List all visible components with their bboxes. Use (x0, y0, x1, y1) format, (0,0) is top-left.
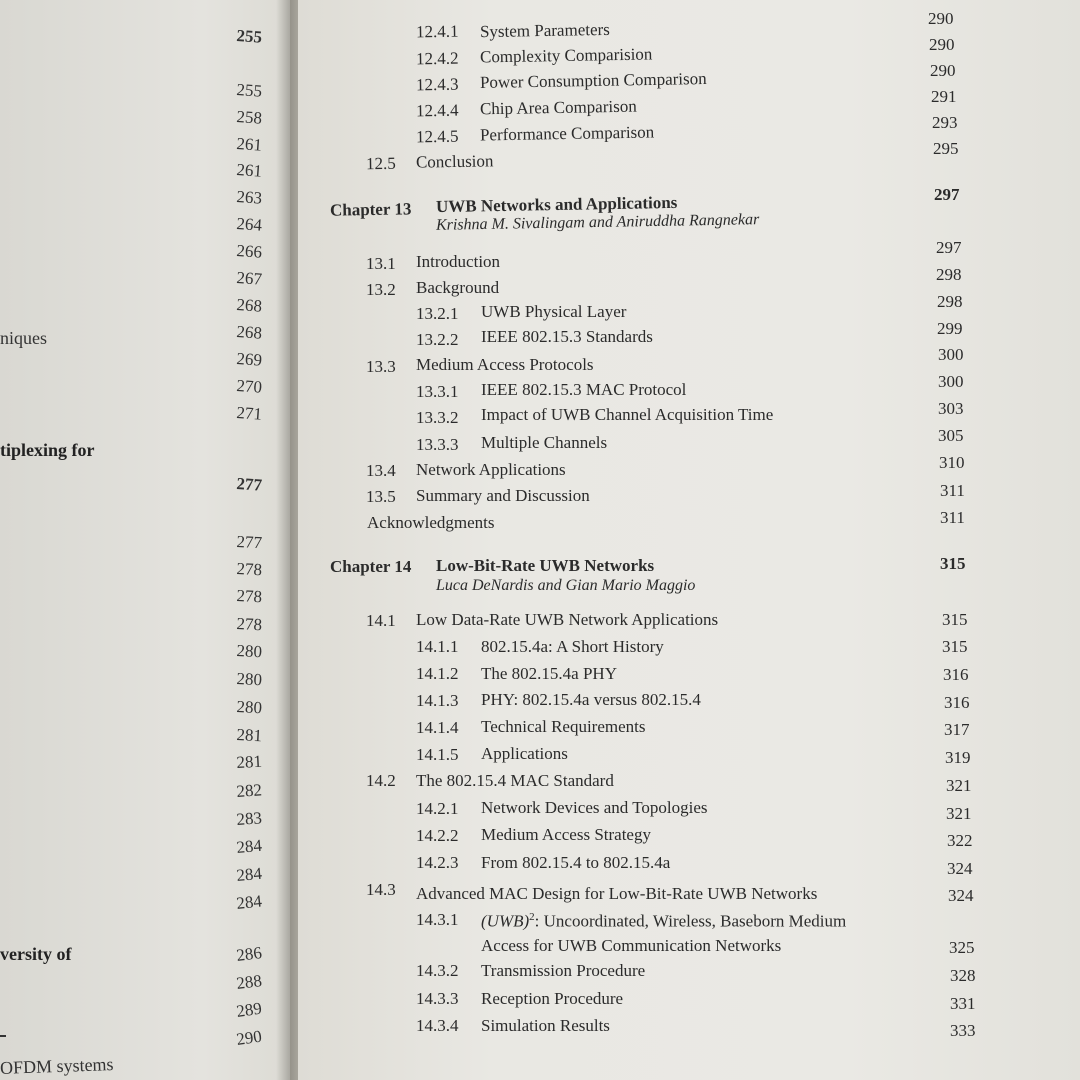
toc-number: 13.3.3 (416, 435, 459, 454)
toc-title-line2: Access for UWB Communication Networks (481, 936, 782, 955)
toc-page: 290 (930, 61, 956, 80)
toc-page: 299 (937, 319, 963, 338)
toc-number: 14.3.4 (416, 1016, 459, 1035)
left-page-fragment: niques (0, 328, 47, 348)
toc-page: 298 (936, 265, 962, 284)
toc-title: Advanced MAC Design for Low-Bit-Rate UWB Networks (416, 884, 818, 903)
toc-page: 331 (950, 994, 976, 1013)
toc-number: 13.4 (366, 461, 396, 480)
left-page-number: 283 (235, 808, 263, 830)
toc-title-separator: : (534, 911, 540, 931)
toc-title: Acknowledgments (367, 513, 495, 532)
left-page-number: 280 (236, 640, 263, 662)
toc-title: UWB Physical Layer (481, 302, 627, 321)
toc-number: 13.3.1 (416, 382, 459, 401)
toc-number: 14.1.1 (416, 637, 459, 656)
left-page-number: 289 (235, 998, 264, 1021)
toc-title: Background (416, 278, 500, 297)
left-page-number: 278 (236, 558, 263, 580)
toc-title: System Parameters (479, 19, 610, 42)
left-page-number: 288 (235, 971, 263, 993)
chapter-page: 297 (934, 185, 960, 204)
toc-number: 14.3.3 (416, 989, 459, 1008)
toc-page: 328 (950, 966, 976, 985)
toc-page: 324 (948, 886, 974, 905)
toc-page: 319 (945, 748, 971, 767)
toc-title: Chip Area Comparison (479, 96, 637, 119)
toc-page: 310 (939, 453, 965, 472)
toc-page: 317 (944, 720, 970, 739)
toc-page: 293 (932, 113, 958, 132)
toc-number: 14.2.3 (416, 853, 459, 872)
toc-title: Low Data-Rate UWB Network Applications (416, 610, 719, 629)
left-page-number: 284 (235, 835, 263, 858)
toc-number: 12.5 (365, 153, 396, 174)
toc-number: 14.1.3 (416, 691, 459, 710)
toc-page: 297 (936, 238, 962, 257)
toc-number: 13.3.2 (416, 408, 459, 427)
left-page-number: 281 (235, 751, 263, 773)
toc-title: 802.15.4a: A Short History (481, 637, 664, 656)
toc-title: From 802.15.4 to 802.15.4a (481, 853, 671, 872)
toc-page: 322 (947, 831, 973, 850)
toc-page: 305 (938, 426, 964, 445)
toc-title: Transmission Procedure (481, 961, 646, 980)
toc-page: 290 (929, 35, 955, 54)
left-page-number: 266 (235, 240, 263, 262)
left-page-dash (0, 1035, 6, 1037)
toc-title: Medium Access Strategy (481, 825, 651, 844)
chapter-page: 315 (940, 554, 966, 573)
toc-number: 14.1.4 (416, 718, 459, 737)
chapter-authors: Luca DeNardis and Gian Mario Maggio (436, 577, 696, 594)
toc-title: Network Devices and Topologies (481, 798, 708, 817)
toc-page: 315 (942, 637, 968, 656)
left-page-number: 261 (235, 133, 263, 155)
toc-title: Summary and Discussion (416, 486, 590, 505)
toc-page: 300 (938, 372, 964, 391)
left-page-number: 268 (235, 294, 263, 316)
left-page-fragment: versity of (0, 944, 72, 964)
toc-title-prefix: (UWB) (481, 911, 530, 931)
toc-number: 14.2.2 (416, 826, 459, 845)
toc-number: 13.1 (366, 254, 396, 273)
toc-page: 311 (940, 481, 965, 500)
toc-title: Impact of UWB Channel Acquisition Time (481, 405, 774, 424)
toc-page: 298 (937, 292, 963, 311)
toc-title-line1: Uncoordinated, Wireless, Baseborn Medium (543, 911, 847, 931)
left-page (0, 0, 290, 1080)
toc-number: 14.1 (366, 611, 396, 630)
toc-page: 321 (946, 804, 972, 823)
toc-number: 13.5 (366, 487, 396, 506)
toc-number: 12.4.5 (415, 126, 459, 147)
left-page-number: 268 (235, 321, 263, 343)
left-page-number: 258 (235, 106, 263, 128)
toc-page: 315 (942, 610, 968, 629)
toc-title: Power Consumption Comparison (479, 69, 707, 92)
toc-page: 325 (949, 938, 975, 957)
toc-title: The 802.15.4 MAC Standard (416, 771, 614, 790)
toc-title: Reception Procedure (481, 989, 624, 1008)
left-page-number: 255 (235, 79, 263, 101)
toc-number: 14.2 (366, 771, 396, 790)
toc-title: Applications (481, 744, 568, 763)
toc-title: IEEE 802.15.3 Standards (481, 327, 653, 346)
toc-page: 324 (947, 859, 973, 878)
left-page-number: 284 (235, 891, 263, 914)
left-page-number: 290 (235, 1026, 264, 1049)
toc-title: The 802.15.4a PHY (481, 664, 617, 683)
left-page-number: 277 (235, 473, 263, 495)
toc-title: Conclusion (415, 151, 494, 172)
toc-number: 13.2.2 (416, 330, 459, 349)
toc-page: 291 (931, 87, 957, 106)
toc-number: 13.2 (366, 280, 396, 299)
toc-number: 14.2.1 (416, 799, 459, 818)
left-page-number: 264 (235, 213, 263, 235)
toc-page: 303 (938, 399, 964, 418)
toc-number: 12.4.4 (415, 100, 459, 121)
toc-page: 316 (944, 693, 970, 712)
toc-number: 14.3.2 (416, 961, 459, 980)
chapter-title: Low-Bit-Rate UWB Networks (436, 556, 655, 575)
left-page-number: 286 (235, 943, 263, 965)
left-page-number: 255 (235, 25, 263, 47)
chapter-label: Chapter 14 (330, 557, 412, 576)
left-page-fragment: tiplexing for (0, 440, 95, 460)
toc-page: 333 (950, 1021, 976, 1040)
left-page-number: 278 (236, 585, 263, 607)
toc-number: 14.3 (366, 880, 396, 899)
toc-number: 14.1.5 (416, 745, 459, 764)
toc-page: 300 (938, 345, 964, 364)
toc-page: 295 (933, 139, 959, 158)
toc-number: 12.4.3 (415, 74, 459, 95)
toc-title: Simulation Results (481, 1016, 610, 1035)
toc-number: 14.3.1 (416, 910, 459, 929)
toc-title (481, 911, 846, 932)
toc-page: 290 (928, 9, 954, 28)
left-page-number: 271 (235, 402, 263, 424)
left-page-number: 278 (236, 613, 263, 635)
toc-title: Technical Requirements (481, 717, 646, 736)
toc-number: 14.1.2 (416, 664, 459, 683)
chapter-title: UWB Networks and Applications (435, 192, 678, 217)
toc-title: Introduction (416, 252, 501, 271)
chapter-label: Chapter 13 (329, 199, 412, 220)
toc-title: IEEE 802.15.3 MAC Protocol (481, 380, 687, 399)
left-page-number: 261 (235, 159, 263, 181)
left-page-number: 281 (236, 724, 263, 746)
toc-number: 13.2.1 (416, 304, 459, 323)
toc-title: Multiple Channels (481, 433, 608, 452)
left-page-number: 269 (235, 348, 263, 370)
toc-title: Complexity Comparision (479, 44, 653, 67)
left-page-number: 267 (235, 267, 263, 289)
left-page-number: 270 (235, 375, 263, 397)
left-page-number: 284 (235, 863, 263, 886)
toc-page: 316 (943, 665, 969, 684)
toc-title: Network Applications (416, 460, 566, 479)
toc-title-superscript: 2 (529, 911, 535, 923)
toc-number: 12.4.1 (415, 21, 459, 42)
left-page-number: 263 (235, 186, 263, 208)
toc-number: 12.4.2 (415, 48, 459, 69)
left-page-number: 280 (236, 696, 263, 718)
left-page-number: 280 (236, 668, 263, 690)
chapter-authors: Krishna M. Sivalingam and Aniruddha Rangnekar (435, 211, 760, 234)
toc-title: Medium Access Protocols (416, 355, 594, 374)
toc-page: 321 (946, 776, 972, 795)
toc-page: 311 (940, 508, 965, 527)
toc-number: 13.3 (366, 357, 396, 376)
left-page-number: 277 (236, 531, 263, 553)
toc-title: PHY: 802.15.4a versus 802.15.4 (481, 690, 701, 709)
left-page-number: 282 (235, 780, 263, 802)
left-page-fragment: OFDM systems (0, 1054, 114, 1078)
toc-title: Performance Comparison (479, 122, 655, 145)
